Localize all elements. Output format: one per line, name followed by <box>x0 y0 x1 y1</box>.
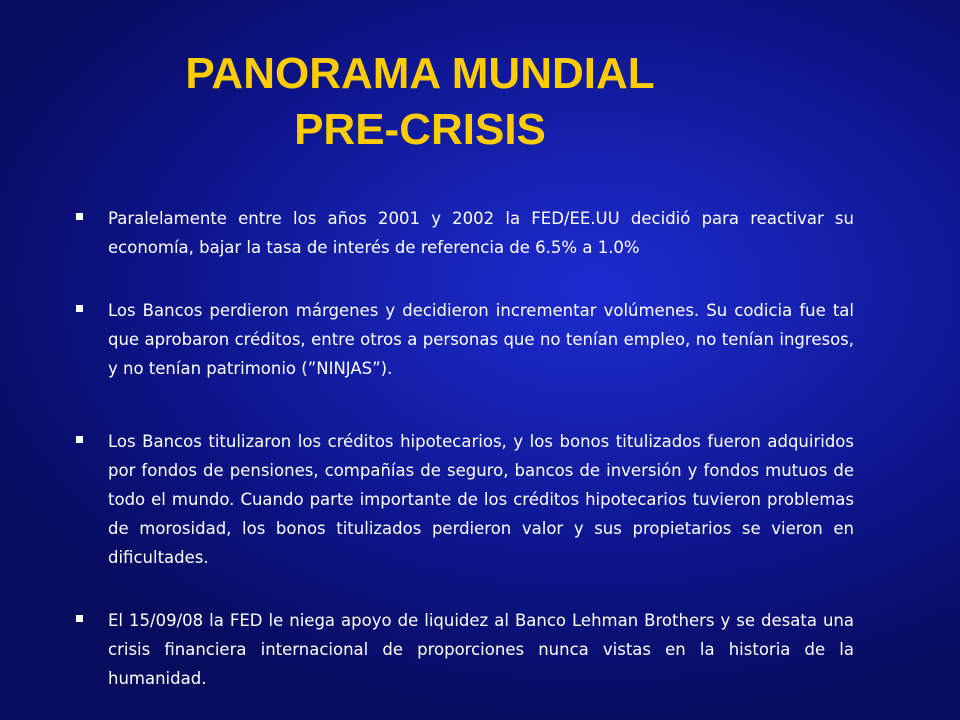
square-bullet-icon <box>74 427 108 572</box>
square-bullet-icon <box>74 204 108 262</box>
bullet-text: El 15/09/08 la FED le niega apoyo de liquidez al Banco Lehman Brothers y se desata una crisis financiera internacional de proporciones nunca vistas en la historia de la humanidad. <box>108 611 854 688</box>
bullet-text: Los Bancos titulizaron los créditos hipotecarios, y los bonos titulizados fueron adquiridos por fondos de pensiones, compañías de seguro, bancos de inversión y fondos mutuos de todo el mundo. Cuando parte importante de los créditos hipotecarios tuvieron problemas de morosidad, los bonos titulizados perdieron valor y sus propietarios se vieron en dificultades. <box>108 432 854 567</box>
bullet-item <box>74 296 854 383</box>
square-bullet-icon <box>74 606 108 693</box>
title-line-2: PRE-CRISIS <box>294 105 546 154</box>
square-bullet-icon <box>74 296 108 383</box>
bullet-item <box>74 427 854 572</box>
title-line-1: PANORAMA MUNDIAL <box>185 49 655 98</box>
bullet-text: Paralelamente entre los años 2001 y 2002 la FED/EE.UU decidió para reactivar su economía, bajar la tasa de interés de referencia de 6.5% a 1.0% <box>108 209 854 257</box>
slide-title <box>0 46 840 158</box>
bullet-text: Los Bancos perdieron márgenes y decidieron incrementar volúmenes. Su codicia fue tal que aprobaron créditos, entre otros a personas que no tenían empleo, no tenían ingresos, y no tenían patrimonio (”NINJAS”). <box>108 301 854 378</box>
bullet-item <box>74 606 854 693</box>
bullet-item <box>74 204 854 262</box>
